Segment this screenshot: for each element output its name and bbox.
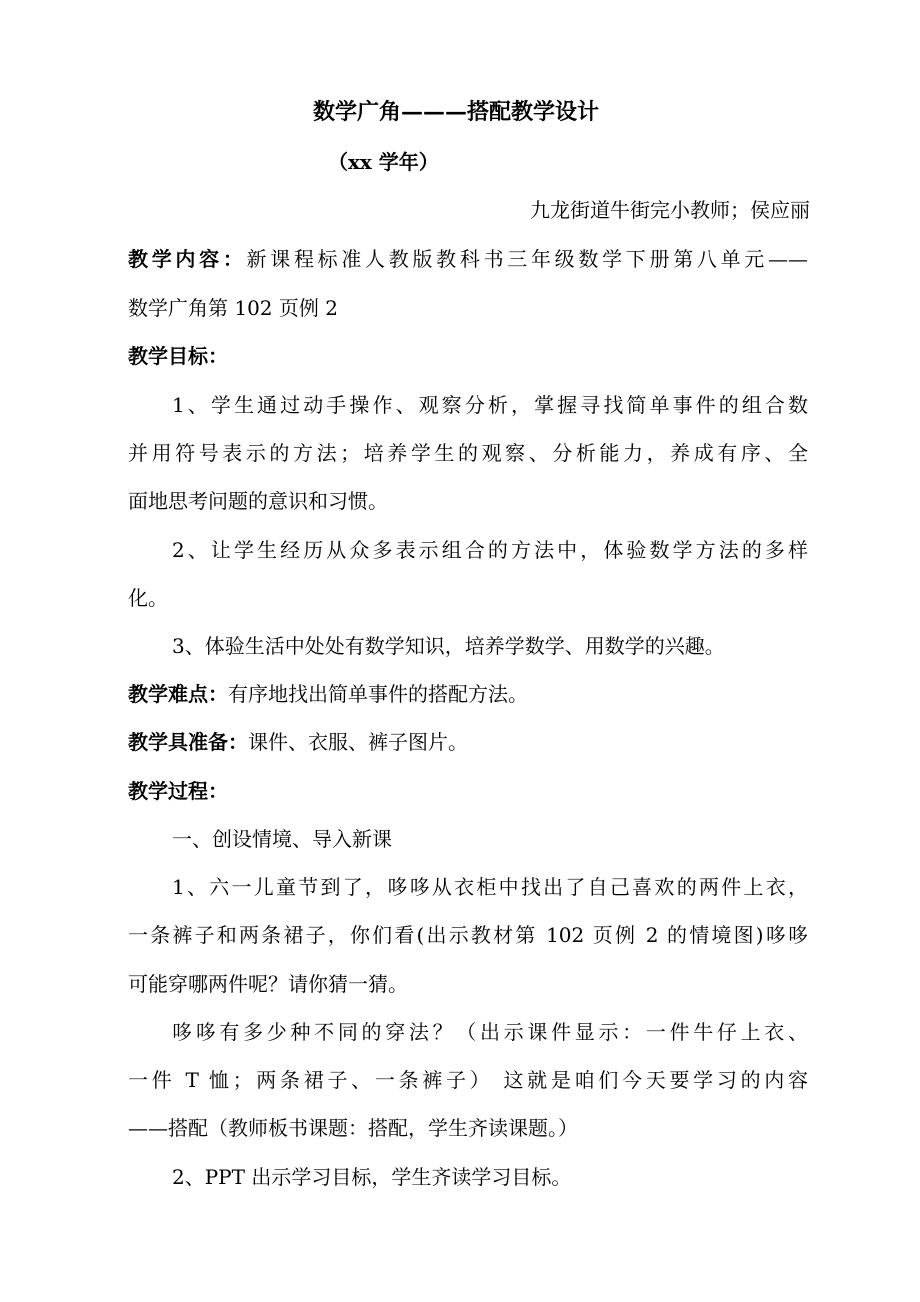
objectives-label: 教学目标： [128,344,228,368]
process-p2-line-2: 一件 T 恤；两条裙子、一条裤子） 这就是咱们今天要学习的内容 [128,1068,808,1092]
objective-1-line-3: 面地思考问题的意识和习惯。 [128,489,388,513]
objective-2-line-2: 化。 [128,586,168,610]
process-p2-line-3: ——搭配（教师板书课题：搭配，学生齐读课题。） [128,1116,578,1140]
document-title: 数学广角———搭配教学设计 [313,99,600,125]
content-line-1 [128,245,808,273]
process-section-1: 一、创设情境、导入新课 [172,827,392,851]
process-p1-line-3: 可能穿哪两件呢？请你猜一猜。 [128,972,408,996]
objective-1-line-2: 并用符号表示的方法；培养学生的观察、分析能力，养成有序、全 [128,441,808,465]
process-p1-line-1: 1、六一儿童节到了，哆哆从衣柜中找出了自己喜欢的两件上衣， [172,875,808,899]
document-year: （xx 学年） [328,150,439,174]
difficulty-label: 教学难点： [128,682,228,706]
process-p2-line-1: 哆哆有多少种不同的穿法？（出示课件显示：一件牛仔上衣、 [172,1020,808,1044]
content-line-2: 数学广角第 102 页例 2 [128,296,338,320]
difficulty-line [128,680,528,708]
materials-text: 课件、衣服、裤子图片。 [248,730,468,754]
materials-label: 教学具准备： [128,730,248,754]
process-p3-line-1: 2、PPT 出示学习目标，学生齐读学习目标。 [172,1165,572,1189]
materials-line [128,728,468,756]
document-author: 九龙街道牛街完小教师；侯应丽 [530,198,810,222]
process-label: 教学过程： [128,779,228,803]
objective-3-line-1: 3、体验生活中处处有数学知识，培养学数学、用数学的兴趣。 [172,634,725,658]
content-label: 教学内容： [128,247,247,271]
process-p1-line-2: 一条裤子和两条裙子，你们看(出示教材第 102 页例 2 的情境图)哆哆 [128,923,808,947]
content-text-1: 新课程标准人教版教科书三年级数学下册第八单元—— [246,247,809,271]
objective-1-line-1: 1、学生通过动手操作、观察分析，掌握寻找简单事件的组合数 [172,393,808,417]
objective-2-line-1: 2、让学生经历从众多表示组合的方法中，体验数学方法的多样 [172,538,808,562]
difficulty-text: 有序地找出简单事件的搭配方法。 [228,682,528,706]
